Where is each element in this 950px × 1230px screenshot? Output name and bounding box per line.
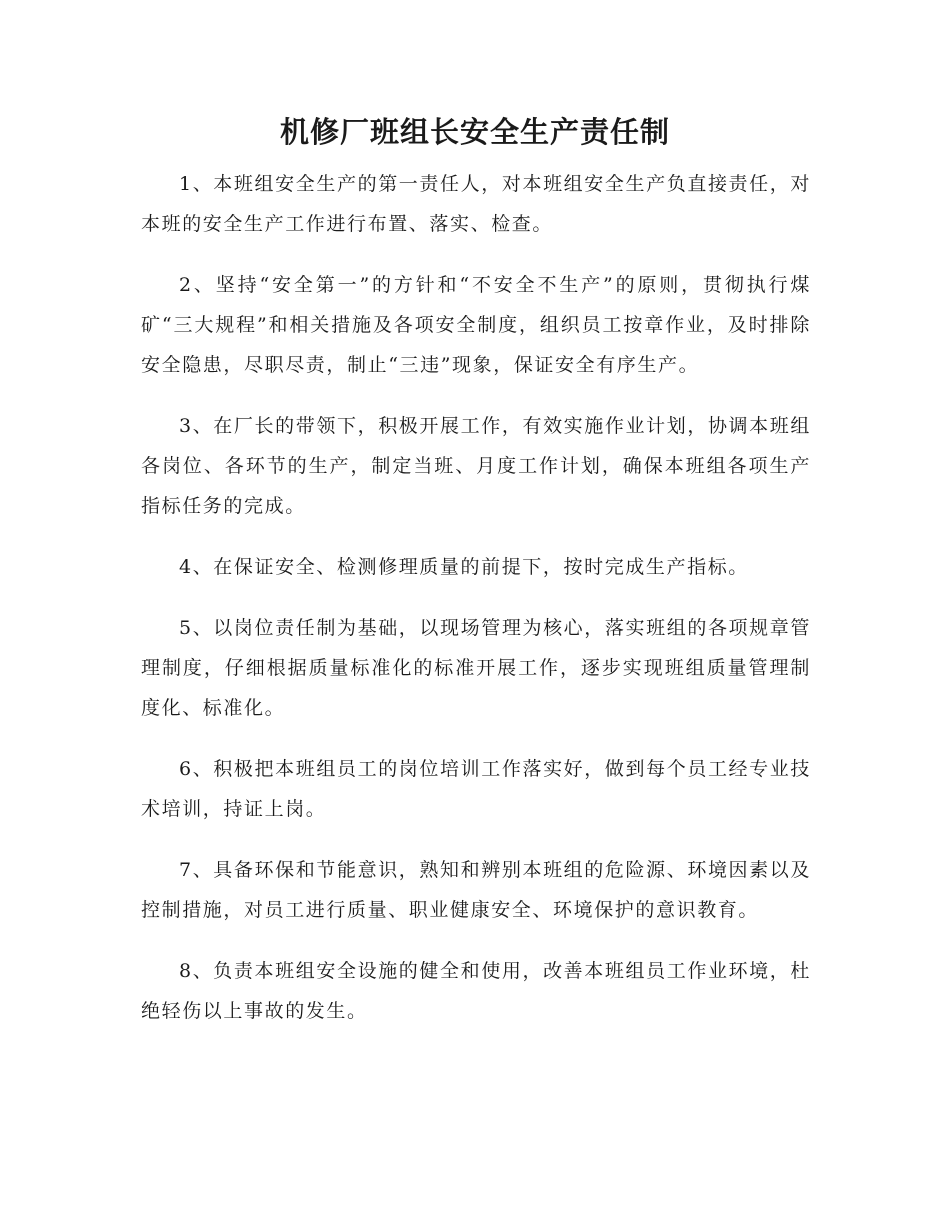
paragraph-1: 1、本班组安全生产的第一责任人，对本班组安全生产负直接责任，对本班的安全生产工作进行布置、落实、检查。	[141, 173, 811, 235]
paragraph-3: 3、在厂长的带领下，积极开展工作，有效实施作业计划，协调本班组各岗位、各环节的生产，制定当班、月度工作计划，确保本班组各项生产指标任务的完成。	[141, 415, 811, 517]
paragraph-7: 7、具备环保和节能意识，熟知和辨别本班组的危险源、环境因素以及控制措施，对员工进行质量、职业健康安全、环境保护的意识教育。	[141, 859, 811, 921]
paragraph-5: 5、以岗位责任制为基础，以现场管理为核心，落实班组的各项规章管理制度，仔细根据质量标准化的标准开展工作，逐步实现班组质量管理制度化、标准化。	[141, 617, 811, 719]
paragraph-8: 8、负责本班组安全设施的健全和使用，改善本班组员工作业环境，杜绝轻伤以上事故的发生。	[141, 960, 811, 1022]
paragraph-2: 2、坚持“安全第一”的方针和“不安全不生产”的原则，贯彻执行煤矿“三大规程”和相关措施及各项安全制度，组织员工按章作业，及时排除安全隐患，尽职尽责，制止“三违”现象，保证安全有序生产。	[141, 274, 811, 376]
paragraph-6: 6、积极把本班组员工的岗位培训工作落实好，做到每个员工经专业技术培训，持证上岗。	[141, 758, 811, 820]
document-title: 机修厂班组长安全生产责任制	[279, 115, 670, 149]
document-body	[141, 164, 811, 1052]
paragraph-4: 4、在保证安全、检测修理质量的前提下，按时完成生产指标。	[179, 556, 749, 578]
